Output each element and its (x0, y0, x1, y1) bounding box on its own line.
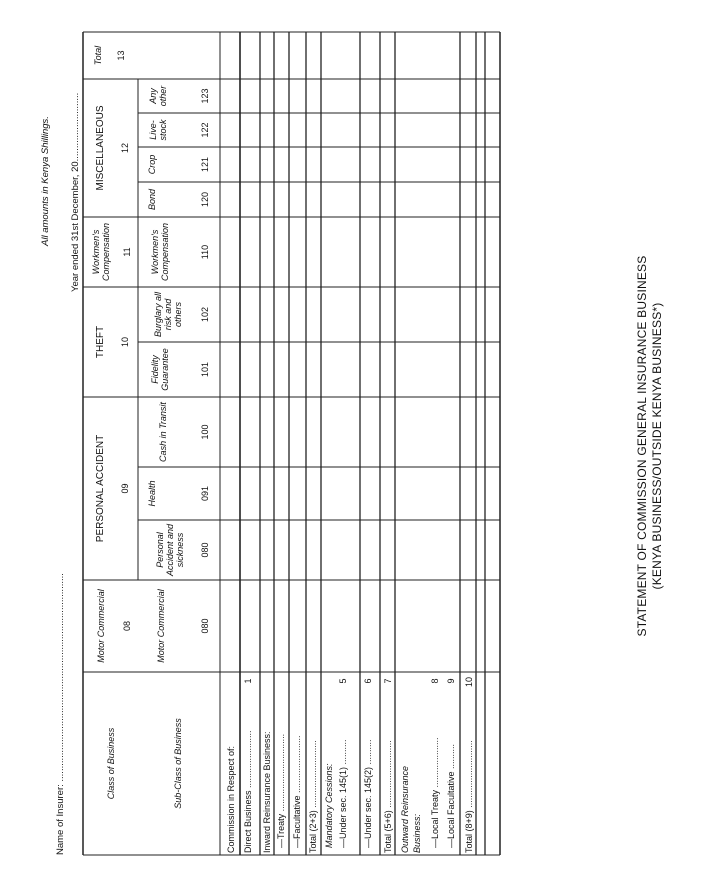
year-ended-label: Year ended 31st December, 20.......................... (70, 92, 81, 292)
subclass-code: 122 (200, 122, 210, 138)
subclass-crop: Crop (147, 154, 157, 175)
row-number: 7 (383, 678, 393, 684)
row-label: Mandatory Cessions: (324, 763, 334, 848)
insurer-name-label: Name of Insurer: ............................................................................... (55, 573, 66, 855)
class-personal-accident: PERSONAL ACCIDENT (95, 434, 106, 543)
row-label: —Local Treaty .................... (430, 737, 440, 848)
total-column-code: 13 (116, 50, 126, 61)
row-label: Commission in Respect of: (226, 745, 236, 853)
subclass-bond: Bond (147, 188, 157, 211)
row-label: —Under sec. 145(2) .......... (363, 739, 373, 848)
subclass-code: 102 (200, 306, 210, 323)
class-code-theft: 10 (120, 337, 130, 348)
row-label: Business: (412, 813, 422, 853)
class-code-personal-accident: 09 (120, 483, 130, 494)
subclass-code: 121 (200, 156, 210, 173)
form-title: STATEMENT OF COMMISSION GENERAL INSURANCE BUSINESS (635, 255, 649, 637)
row-label: —Treaty ............................... (276, 733, 286, 848)
row-number: 5 (338, 678, 348, 684)
row-label: Total (8+9) ........................... (464, 740, 474, 853)
row-label: Inward Reinsurance Business: (262, 731, 272, 853)
row-label: —Local Facultative .......... (446, 743, 456, 848)
class-of-business-label: Class of Business (106, 727, 116, 800)
subclass-livestock: Live-stock (148, 119, 168, 141)
subclass-workmens-compensation: Workmen's Compensation (150, 222, 170, 282)
subclass-of-business-label: Sub-Class of Business (173, 718, 183, 809)
row-number: 9 (446, 678, 456, 684)
subclass-motor-commercial: Motor Commercial (156, 589, 166, 663)
class-code-workmens-compensation: 11 (122, 247, 132, 257)
row-label: Direct Business ....................... (243, 730, 253, 853)
subclass-code: 091 (200, 485, 210, 502)
row-number: 10 (464, 677, 474, 688)
class-miscellaneous: MISCELLANEOUS (95, 105, 106, 191)
row-number: 6 (363, 678, 373, 684)
subclass-code: 101 (200, 361, 210, 378)
row-label: —Under sec. 145(1) .......... (338, 739, 348, 848)
amounts-note: All amounts in Kenya Shillings. (40, 116, 51, 246)
total-column-label: Total (93, 45, 103, 66)
row-label: Total (5+6) ........................... (383, 740, 393, 853)
row-label: —Facultative ....................... (292, 735, 302, 848)
subclass-burglary: Burglary all risk and others (153, 291, 183, 338)
subclass-code: 110 (200, 244, 210, 260)
form-subtitle: (KENYA BUSINESS/OUTSIDE KENYA BUSINESS*) (650, 302, 664, 590)
subclass-health: Health (147, 480, 157, 507)
class-code-miscellaneous: 12 (120, 143, 130, 154)
class-theft: THEFT (95, 325, 106, 359)
subclass-personal-accident-sickness: Personal Accident and sickness (155, 523, 185, 577)
subclass-cash-in-transit: Cash in Transit (158, 402, 168, 462)
row-number: 1 (243, 678, 253, 684)
subclass-code: 123 (200, 88, 210, 104)
row-label: Total (2+3) ........................... (308, 740, 318, 853)
subclass-fidelity-guarantee: Fidelity Guarantee (150, 348, 170, 391)
class-motor-commercial: Motor Commercial (96, 589, 106, 663)
subclass-any-other: Any other (148, 85, 168, 107)
subclass-code: 120 (200, 191, 210, 208)
row-number: 8 (430, 678, 440, 684)
subclass-code: 080 (200, 542, 210, 558)
subclass-code: 100 (200, 424, 210, 440)
class-workmens-compensation: Workmen's Compensation (91, 222, 111, 282)
row-label: Outward Reinsurance (400, 765, 410, 853)
class-code-motor-commercial: 08 (122, 621, 132, 632)
subclass-code: 080 (200, 618, 210, 634)
